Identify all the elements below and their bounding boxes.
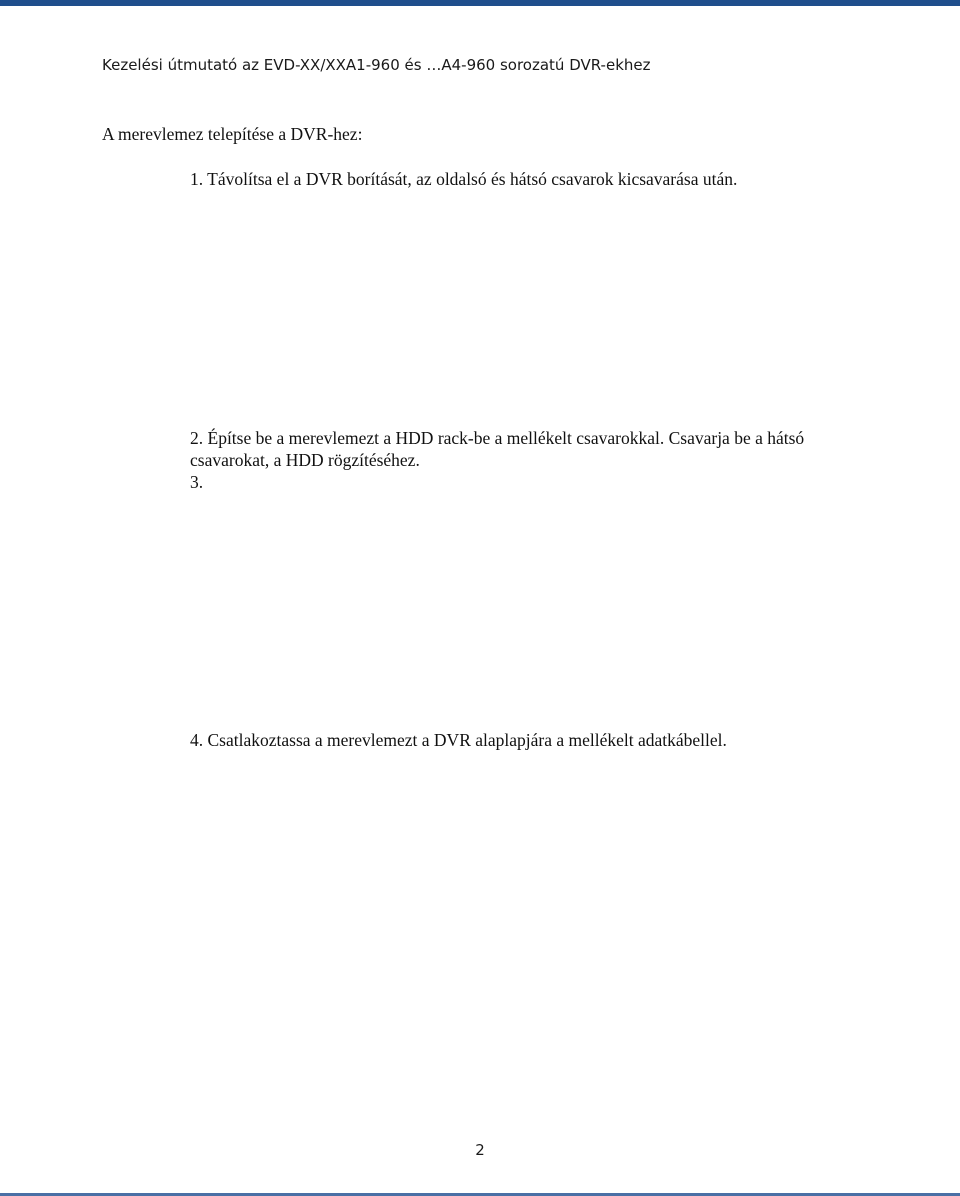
step-2-text: 2. Építse be a merevlemezt a HDD rack-be a mellékelt csavarokkal. Csavarja be a hátsó csavarokat, a HDD rögzítéséhez.: [190, 428, 805, 470]
step-4-text: 4. Csatlakoztassa a merevlemezt a DVR alaplapjára a mellékelt adatkábellel.: [190, 730, 727, 750]
page-number: 2: [475, 1141, 485, 1159]
step-1-text: 1. Távolítsa el a DVR borítását, az oldalsó és hátsó csavarok kicsavarása után.: [190, 169, 738, 189]
step-3-text: 3.: [190, 472, 204, 492]
section-title: A merevlemez telepítése a DVR-hez:: [102, 124, 363, 144]
document-header-title: Kezelési útmutató az EVD-XX/XXA1-960 és …A4-960 sorozatú DVR-ekhez: [102, 56, 651, 74]
top-accent-band: [0, 0, 960, 6]
